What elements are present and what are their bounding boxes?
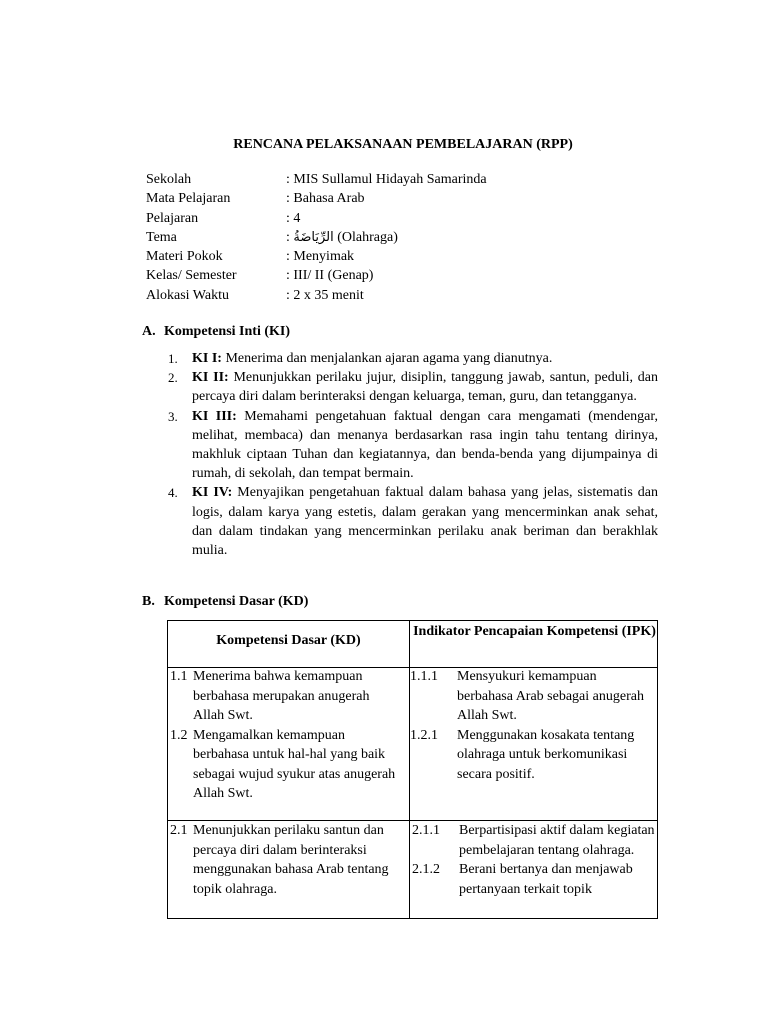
list-number: 4. <box>168 485 178 501</box>
ki-text: Menunjukkan perilaku jujur, disiplin, tanggung jawab, santun, peduli, dan percaya diri dalam berinteraksi dengan keluarga, teman, guru, dan tetangganya. <box>192 370 659 405</box>
kd-table <box>167 620 658 919</box>
ki-label: KI I: <box>192 351 222 366</box>
kd-text: Menerima bahwa kemampuan berbahasa merupakan anugerah Allah Swt. <box>193 669 370 723</box>
identity-value: : Bahasa Arab <box>286 191 365 207</box>
ipk-number: 2.1.1 <box>412 823 440 838</box>
section-letter: A. <box>142 324 156 339</box>
ki-text: Menyajikan pengetahuan faktual dalam bahasa yang jelas, sistematis dan logis, dalam karya yang estetis, dalam gerakan yang mencerminkan anak sehat, dan dalam tindakan yang mencerminkan perilaku anak beriman dan berakhlak mulia. <box>192 485 658 559</box>
ipk-number: 1.1.1 <box>410 669 438 684</box>
section-title: Kompetensi Dasar (KD) <box>164 594 309 609</box>
list-number: 3. <box>168 408 178 424</box>
kd-number: 2.1 <box>170 823 188 838</box>
identity-row-sekolah <box>146 170 487 189</box>
identity-block <box>146 170 487 305</box>
kd-number: 1.1 <box>170 669 188 684</box>
ipk-item <box>410 667 654 726</box>
section-a-heading <box>142 324 290 340</box>
section-b-heading <box>142 594 308 610</box>
ki-label: KI IV: <box>192 485 233 501</box>
identity-value: : 4 <box>286 210 301 226</box>
ki-label: KI III: <box>192 408 237 424</box>
kd-text: Menunjukkan perilaku santun dan percaya diri dalam berinteraksi menggunakan bahasa Arab tentang topik olahraga. <box>193 823 389 897</box>
identity-label: Mata Pelajaran <box>146 191 231 207</box>
identity-row-alokasi-waktu <box>146 286 487 305</box>
ipk-text: Berani bertanya dan menjawab pertanyaan terkait topik <box>459 862 633 897</box>
list-item <box>168 483 658 560</box>
list-item <box>168 349 658 368</box>
identity-row-pelajaran <box>146 209 487 228</box>
section-letter: B. <box>142 594 155 609</box>
kd-number: 1.2 <box>170 727 188 743</box>
list-item <box>168 407 658 484</box>
identity-label: Kelas/ Semester <box>146 268 237 284</box>
ki-label: KI II: <box>192 370 229 386</box>
list-item <box>168 368 658 406</box>
tema-arabic: الرِّيَاضَةُ <box>293 229 334 245</box>
tema-suffix: (Olahraga) <box>333 229 398 245</box>
identity-row-kelas-semester <box>146 266 487 285</box>
ipk-text: Berpartisipasi aktif dalam kegiatan pembelajaran tentang olahraga. <box>459 823 655 858</box>
table-cell-kd <box>170 667 402 804</box>
ipk-item <box>410 726 654 785</box>
identity-label: Sekolah <box>146 172 192 187</box>
ipk-item <box>412 860 656 899</box>
ki-text: Memahami pengetahuan faktual dengan cara mengamati (mendengar, melihat, membaca) dan menanya berdasarkan rasa ingin tahu tentang dirinya, makhluk ciptaan Tuhan dan kegiatannya, dan benda-benda yang dijumpainya di rumah, di sekolah, dan tempat bermain. <box>192 408 658 482</box>
table-cell-ipk <box>412 821 656 899</box>
identity-label: Alokasi Waktu <box>146 287 229 303</box>
table-header-ipk: Indikator Pencapaian Kompetensi (IPK) <box>413 624 656 639</box>
ipk-number: 1.2.1 <box>410 727 438 743</box>
kd-item <box>170 821 402 899</box>
kd-item <box>170 667 402 726</box>
list-number: 2. <box>168 370 178 386</box>
list-number: 1. <box>168 351 178 366</box>
section-title: Kompetensi Inti (KI) <box>164 324 290 339</box>
kd-text: Mengamalkan kemampuan berbahasa untuk hal-hal yang baik sebagai wujud syukur atas anugerah Allah Swt. <box>193 727 396 801</box>
identity-row-mata-pelajaran <box>146 189 487 208</box>
ipk-text: Mensyukuri kemampuan berbahasa Arab sebagai anugerah Allah Swt. <box>457 669 644 723</box>
kd-item <box>170 726 402 804</box>
table-cell-kd <box>170 821 402 899</box>
table-header-kd: Kompetensi Dasar (KD) <box>216 633 361 648</box>
identity-value-tema <box>286 228 398 247</box>
ki-list <box>168 349 658 560</box>
identity-label: Materi Pokok <box>146 249 223 265</box>
identity-value: : MIS Sullamul Hidayah Samarinda <box>286 172 487 187</box>
page-title: RENCANA PELAKSANAAN PEMBELAJARAN (RPP) <box>233 137 573 152</box>
identity-value: : Menyimak <box>286 249 355 265</box>
identity-label: Pelajaran <box>146 210 199 226</box>
identity-label: Tema <box>146 229 177 245</box>
tema-prefix: : <box>286 229 294 245</box>
ipk-number: 2.1.2 <box>412 862 440 877</box>
identity-row-materi-pokok <box>146 247 487 266</box>
identity-row-tema <box>146 228 487 247</box>
ipk-text: Menggunakan kosakata tentang olahraga untuk berkomunikasi secara positif. <box>457 727 635 782</box>
table-cell-ipk <box>410 667 654 784</box>
identity-value: : III/ II (Genap) <box>286 268 374 284</box>
ki-text: Menerima dan menjalankan ajaran agama yang dianutnya. <box>221 351 553 366</box>
identity-value: : 2 x 35 menit <box>286 287 364 303</box>
ipk-item <box>412 821 656 860</box>
